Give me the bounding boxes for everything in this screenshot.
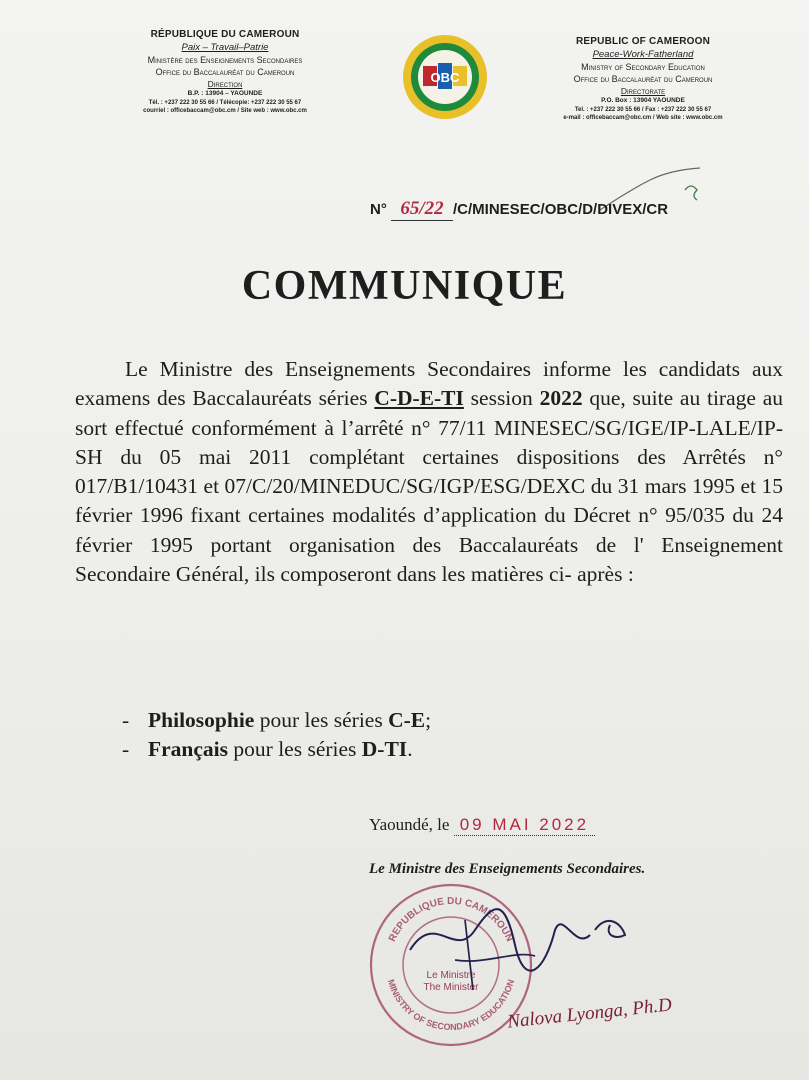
header-left-address: B.P. : 13904 – YAOUNDE xyxy=(187,90,263,98)
header-right-phone: Tel. : +237 222 30 55 66 / Fax : +237 222 30 55 67 xyxy=(574,106,712,113)
bullet-text: pour les séries xyxy=(228,737,362,761)
date-value: 09 MAI 2022 xyxy=(454,815,595,836)
header-left-office: Office du Baccalauréat du Cameroun xyxy=(155,67,295,78)
header-left xyxy=(95,28,355,115)
bullet-dash: - xyxy=(122,737,130,761)
document-title: COMMUNIQUE xyxy=(241,263,568,309)
header-right-ministry: Ministry of Secondary Education xyxy=(581,62,705,73)
body-paragraph xyxy=(75,355,783,589)
date-line xyxy=(369,815,595,836)
header-right xyxy=(513,35,773,122)
subjects-list xyxy=(122,706,431,764)
reference-prefix: N° xyxy=(370,201,387,218)
stamp-center-en: The Minister xyxy=(423,982,479,993)
handwritten-signature-icon xyxy=(395,890,665,1000)
date-prefix: Yaoundé, le xyxy=(369,815,450,834)
bullet-subject: Philosophie xyxy=(148,708,255,732)
reference-number xyxy=(370,198,668,221)
reference-handwritten-number: 65/22 xyxy=(391,198,453,221)
bullet-end: . xyxy=(407,737,413,761)
header-left-email: courriel : officebaccam@obc.cm / Site web : www.obc.cm xyxy=(143,107,307,114)
bullet-series: C-E xyxy=(388,708,426,732)
stamp-outer-top: REPUBLIQUE DU CAMEROUN xyxy=(387,896,515,944)
header-right-office: Office du Baccalauréat du Cameroun xyxy=(573,74,713,85)
signature-name: Nalova Lyonga, Ph.D xyxy=(506,994,673,1033)
obc-seal-logo-icon xyxy=(401,33,489,121)
header-right-email: e-mail : officebaccam@obc.cm / Web site : www.obc.cm xyxy=(563,114,723,121)
bullet-series: D-TI xyxy=(361,737,408,761)
signatory-title: Le Ministre des Enseignements Secondaires. xyxy=(369,861,646,877)
header-left-motto: Paix – Travail–Patrie xyxy=(181,41,269,53)
body-year: 2022 xyxy=(539,386,583,411)
header-right-republic: REPUBLIC OF CAMEROON xyxy=(576,36,710,47)
bullet-text: pour les séries xyxy=(254,708,389,732)
list-item xyxy=(122,706,431,735)
bullet-subject: Français xyxy=(148,737,229,761)
bullet-end: ; xyxy=(425,708,432,732)
header-right-motto: Peace-Work-Fatherland xyxy=(592,48,694,60)
body-series: C-D-E-TI xyxy=(374,386,464,411)
body-part1: Le Ministre des Enseignements Secondaires informe les candidats aux examens des Baccalauréats séries xyxy=(75,357,783,411)
body-part3: que, suite au tirage au sort effectué conformément à l’arrêté n° 77/11 MINESEC/SG/IGE/IP-LALE/IP-SH du 05 mai 2011 complétant certaines dispositions des Arrêtés n° 017/B1/10431 et 07/C/20/MINEDUC/SG/IGP/ESG/DEXC du 31 mars 1995 et 15 février 1996 fixant certaines modalités d’application du Décret n° 95/035 du 24 février 1995 portant organisation des Baccalauréats de l' Enseignement Secondaire Général, ils composeront dans les matières ci- après : xyxy=(75,386,783,587)
stamp-center-fr: Le Ministre xyxy=(426,970,476,981)
logo-text: OBC xyxy=(430,70,460,85)
bullet-dash: - xyxy=(122,708,130,732)
header-left-republic: RÉPUBLIQUE DU CAMEROUN xyxy=(150,29,300,40)
header-right-address: P.O. Box : 13904 YAOUNDE xyxy=(601,97,685,105)
body-part2: session xyxy=(463,386,540,411)
reference-suffix: /C/MINESEC/OBC/D/DIVEX/CR xyxy=(453,201,669,218)
header-left-ministry: Ministère des Enseignements Secondaires xyxy=(147,55,303,66)
list-item xyxy=(122,735,431,764)
stamp-outer-bottom: MINISTRY OF SECONDARY EDUCATION xyxy=(385,978,517,1033)
header-left-phone: Tél. : +237 222 30 55 66 / Télécopie: +237 222 30 55 67 xyxy=(148,99,302,106)
header-left-direction: Direction xyxy=(207,78,243,89)
header-right-directorate: Directorate xyxy=(620,85,666,96)
